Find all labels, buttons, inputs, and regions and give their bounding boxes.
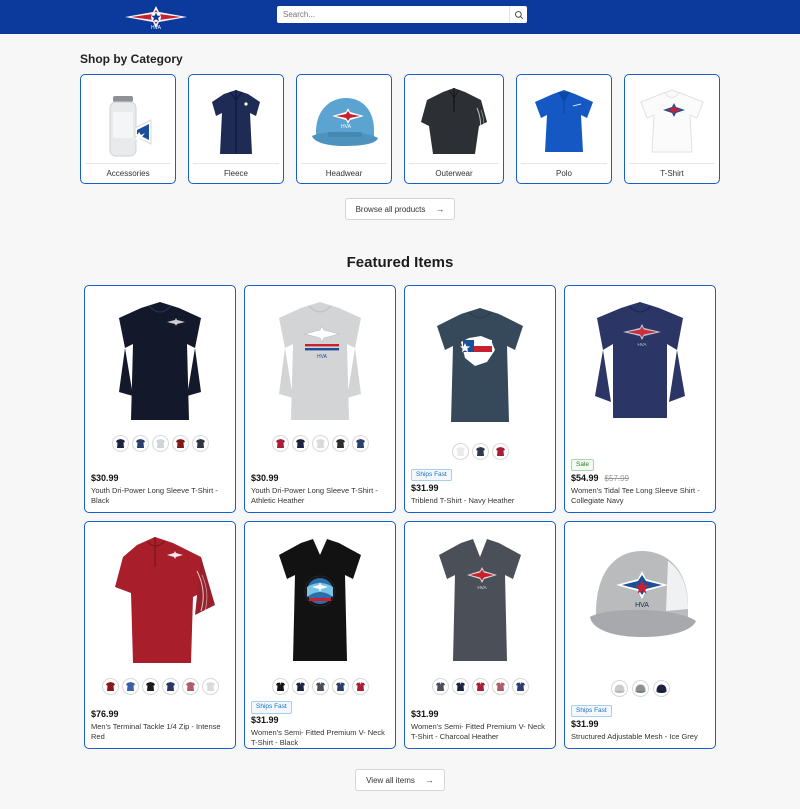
product-price: $31.99 bbox=[251, 715, 279, 725]
svg-text:HVA: HVA bbox=[635, 602, 649, 609]
product-card[interactable] bbox=[404, 521, 556, 749]
product-price: $30.99 bbox=[91, 472, 119, 483]
category-card-headwear[interactable] bbox=[296, 74, 392, 184]
swatch[interactable] bbox=[132, 435, 149, 452]
polo-icon bbox=[521, 81, 607, 163]
view-all-items-button[interactable] bbox=[355, 769, 445, 791]
status-badge-sale: Sale bbox=[571, 459, 594, 472]
water-bottle-icon bbox=[85, 81, 171, 163]
swatch[interactable] bbox=[102, 678, 119, 695]
price-row bbox=[251, 473, 389, 483]
color-swatches[interactable] bbox=[411, 441, 549, 463]
search-input[interactable] bbox=[277, 6, 509, 23]
product-price: $31.99 bbox=[571, 718, 599, 729]
product-card[interactable] bbox=[244, 521, 396, 749]
shop-by-category-title: Shop by Category bbox=[80, 52, 183, 66]
product-name: Women's Semi- Fitted Premium V- Neck T-Shirt - Charcoal Heather bbox=[411, 721, 545, 741]
category-card-tshirt[interactable] bbox=[624, 74, 720, 184]
featured-products-grid bbox=[0, 285, 800, 749]
quarter-zip-icon bbox=[409, 81, 499, 163]
swatch[interactable] bbox=[312, 435, 329, 452]
product-card[interactable] bbox=[564, 521, 716, 749]
badge-slot bbox=[571, 457, 709, 470]
price-row bbox=[411, 483, 549, 493]
color-swatches[interactable] bbox=[571, 678, 709, 699]
swatch[interactable] bbox=[492, 443, 509, 460]
price-row bbox=[91, 709, 229, 719]
swatch[interactable] bbox=[352, 435, 369, 452]
category-card-polo[interactable] bbox=[516, 74, 612, 184]
product-name: Youth Dri-Power Long Sleeve T-Shirt - Black bbox=[91, 485, 218, 505]
status-badge-ships-fast: Ships Fast bbox=[571, 705, 612, 718]
view-all-row bbox=[0, 749, 800, 809]
swatch[interactable] bbox=[332, 435, 349, 452]
price-row bbox=[251, 715, 389, 725]
swatch[interactable] bbox=[122, 678, 139, 695]
site-header bbox=[0, 0, 800, 34]
product-card[interactable] bbox=[84, 521, 236, 749]
product-price: $76.99 bbox=[91, 708, 119, 719]
product-image-mesh-cap-grey bbox=[571, 528, 709, 676]
site-logo[interactable] bbox=[120, 0, 192, 34]
color-swatches[interactable] bbox=[91, 678, 229, 695]
product-name: Women's Tidal Tee Long Sleeve Shirt - Collegiate Navy bbox=[571, 485, 700, 505]
badge-slot bbox=[251, 458, 389, 470]
product-name: Women's Semi- Fitted Premium V- Neck T-Shirt - Black bbox=[251, 728, 385, 748]
swatch[interactable] bbox=[653, 680, 670, 697]
featured-items-title: Featured Items bbox=[346, 254, 454, 271]
swatch[interactable] bbox=[492, 678, 509, 695]
swatch[interactable] bbox=[452, 678, 469, 695]
product-image-quarter-zip-red bbox=[91, 528, 229, 676]
browse-all-label: Browse all products bbox=[355, 204, 426, 214]
badge-slot bbox=[571, 703, 709, 716]
product-card[interactable] bbox=[564, 285, 716, 513]
svg-text:HVA: HVA bbox=[151, 25, 161, 31]
swatch[interactable] bbox=[272, 678, 289, 695]
status-badge-ships-fast: Ships Fast bbox=[251, 701, 292, 714]
color-swatches[interactable] bbox=[251, 434, 389, 454]
product-image-tidal-tee-navy bbox=[571, 292, 709, 432]
arrow-right-icon: → bbox=[435, 204, 445, 214]
category-label: Accessories bbox=[85, 163, 171, 183]
swatch[interactable] bbox=[332, 678, 349, 695]
swatch[interactable] bbox=[472, 443, 489, 460]
category-grid bbox=[0, 74, 800, 184]
product-old-price: $57.99 bbox=[604, 473, 629, 483]
price-row bbox=[571, 473, 709, 483]
product-price: $31.99 bbox=[411, 482, 439, 493]
product-price: $30.99 bbox=[251, 472, 279, 483]
price-row bbox=[571, 719, 709, 729]
arrow-right-icon: → bbox=[424, 775, 434, 785]
category-label: T-Shirt bbox=[629, 163, 715, 183]
badge-slot bbox=[251, 699, 389, 712]
category-label: Outerwear bbox=[409, 163, 499, 183]
status-badge-ships-fast: Ships Fast bbox=[411, 469, 452, 482]
swatch[interactable] bbox=[352, 678, 369, 695]
product-name: Men's Terminal Tackle 1/4 Zip - Intense Red bbox=[91, 721, 221, 741]
color-swatches bbox=[571, 434, 709, 453]
svg-text:HVA: HVA bbox=[637, 342, 647, 347]
product-card[interactable] bbox=[244, 285, 396, 513]
product-price: $31.99 bbox=[411, 708, 439, 719]
swatch[interactable] bbox=[512, 678, 529, 695]
badge-slot bbox=[411, 467, 549, 480]
product-image-vneck-black bbox=[251, 528, 389, 676]
product-image-tee-navy-heather bbox=[411, 292, 549, 439]
badge-slot bbox=[91, 699, 229, 706]
product-card[interactable] bbox=[84, 285, 236, 513]
product-image-vneck-charcoal bbox=[411, 528, 549, 676]
product-name: Youth Dri-Power Long Sleeve T-Shirt - Athletic Heather bbox=[251, 485, 378, 505]
badge-slot bbox=[91, 458, 229, 470]
svg-text:HVA: HVA bbox=[317, 354, 327, 360]
swatch[interactable] bbox=[452, 443, 469, 460]
search-bar[interactable] bbox=[277, 6, 527, 23]
svg-text:HVA: HVA bbox=[477, 585, 487, 590]
swatch[interactable] bbox=[611, 680, 628, 697]
jacket-icon bbox=[193, 81, 279, 163]
swatch[interactable] bbox=[292, 678, 309, 695]
view-all-label: View all items bbox=[366, 775, 415, 785]
product-name: Structured Adjustable Mesh - Ice Grey bbox=[571, 731, 698, 741]
color-swatches[interactable] bbox=[91, 434, 229, 454]
swatch[interactable] bbox=[202, 678, 219, 695]
page-body bbox=[0, 34, 800, 809]
category-card-fleece[interactable] bbox=[188, 74, 284, 184]
swatch[interactable] bbox=[182, 678, 199, 695]
badge-slot bbox=[411, 699, 549, 706]
product-name: Triblend T-Shirt - Navy Heather bbox=[411, 495, 515, 505]
cap-icon bbox=[301, 81, 387, 163]
product-card[interactable] bbox=[404, 285, 556, 513]
category-label: Headwear bbox=[301, 163, 387, 183]
browse-all-products-button[interactable] bbox=[345, 198, 456, 220]
product-price: $54.99 bbox=[571, 472, 599, 483]
swatch[interactable] bbox=[632, 680, 649, 697]
swatch[interactable] bbox=[162, 678, 179, 695]
swatch[interactable] bbox=[472, 678, 489, 695]
browse-all-row bbox=[0, 184, 800, 220]
swatch[interactable] bbox=[272, 435, 289, 452]
swatch[interactable] bbox=[142, 678, 159, 695]
color-swatches[interactable] bbox=[411, 678, 549, 695]
category-label: Polo bbox=[521, 163, 607, 183]
swatch[interactable] bbox=[432, 678, 449, 695]
tshirt-icon bbox=[629, 81, 715, 163]
category-label: Fleece bbox=[193, 163, 279, 183]
swatch[interactable] bbox=[312, 678, 329, 695]
swatch[interactable] bbox=[172, 435, 189, 452]
svg-text:HVA: HVA bbox=[341, 124, 351, 130]
category-card-accessories[interactable] bbox=[80, 74, 176, 184]
category-card-outerwear[interactable] bbox=[404, 74, 504, 184]
swatch[interactable] bbox=[292, 435, 309, 452]
swatch[interactable] bbox=[112, 435, 129, 452]
price-row bbox=[411, 709, 549, 719]
swatch[interactable] bbox=[152, 435, 169, 452]
search-icon[interactable] bbox=[509, 6, 527, 23]
price-row bbox=[91, 473, 229, 483]
product-image-longsleeve-heather bbox=[251, 292, 389, 432]
color-swatches[interactable] bbox=[251, 678, 389, 695]
swatch[interactable] bbox=[192, 435, 209, 452]
product-image-longsleeve-black bbox=[91, 292, 229, 432]
